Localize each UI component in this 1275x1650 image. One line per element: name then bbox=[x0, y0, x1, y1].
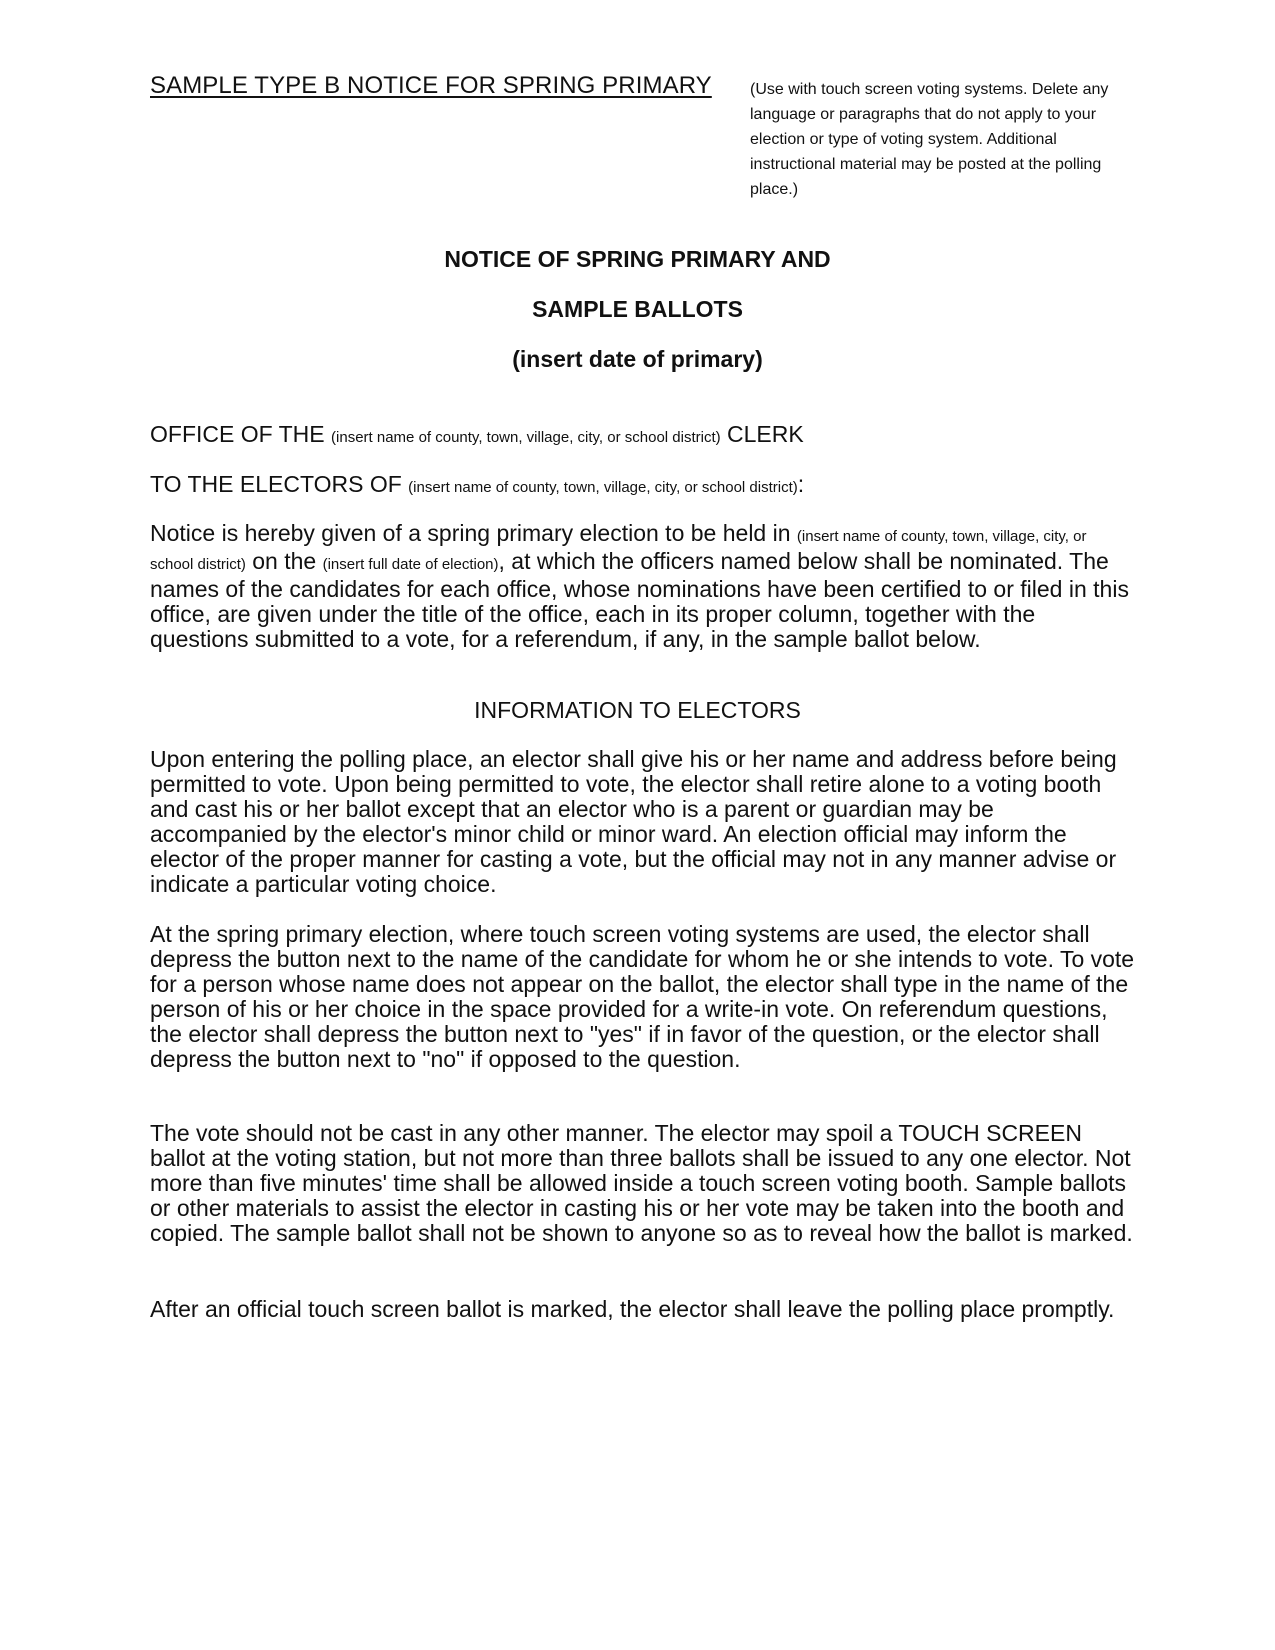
electors-line-prefix: TO THE ELECTORS OF bbox=[150, 471, 402, 497]
office-line-prefix: OFFICE OF THE bbox=[150, 421, 325, 447]
information-paragraph: Upon entering the polling place, an elector shall give his or her name and address before being permitted to vote. Upon being permitted to vote, the elector shall retire alone to a voting booth and cast his or her ballot except that an elector who is a parent or guardian may be accompanied by the elector's minor child or minor ward. An election official may inform the elector of the proper manner for casting a vote, but the official may not in any manner advise or indicate a particular voting choice. bbox=[150, 746, 1117, 897]
electors-line-suffix: : bbox=[797, 471, 805, 497]
notice-part-1: Notice is hereby given of a spring primary election to be held in bbox=[150, 520, 791, 546]
office-line-insert: (insert name of county, town, village, city, or school district) bbox=[331, 429, 721, 446]
notice-part-2: on the bbox=[252, 548, 317, 574]
notice-paragraph bbox=[150, 521, 1130, 652]
notice-part-3: , at which the officers named below shall be nominated. The names of the candidates for each office, whose nominations have been certified to or filed in this office, are given under the title of the office, each in its proper column, together with the questions submitted to a vote, for a referendum, if any, in the sample ballot below. bbox=[150, 548, 1129, 652]
document-title: SAMPLE TYPE B NOTICE FOR SPRING PRIMARY bbox=[150, 72, 712, 99]
office-line-suffix: CLERK bbox=[727, 421, 804, 447]
information-paragraph: After an official touch screen ballot is marked, the elector shall leave the polling place promptly. bbox=[150, 1296, 1115, 1322]
notice-insert-1: (insert name of county, town, village, city, or school district) bbox=[150, 528, 1087, 573]
information-heading: INFORMATION TO ELECTORS bbox=[474, 697, 801, 723]
notice-insert-2: (insert full date of election) bbox=[322, 556, 499, 573]
usage-note: (Use with touch screen voting systems. Delete any language or paragraphs that do not apply to your election or type of voting system. Additional instructional material may be posted at the polling place.) bbox=[750, 81, 1109, 198]
office-line bbox=[150, 421, 804, 448]
notice-heading-date: (insert date of primary) bbox=[512, 346, 763, 372]
electors-line bbox=[150, 471, 804, 498]
notice-heading-line-2: SAMPLE BALLOTS bbox=[532, 296, 743, 322]
electors-line-insert: (insert name of county, town, village, city, or school district) bbox=[408, 479, 798, 496]
information-paragraph: The vote should not be cast in any other manner. The elector may spoil a TOUCH SCREEN ballot at the voting station, but not more than three ballots shall be issued to any one elector. Not more than five minutes' time shall be allowed inside a touch screen voting booth. Sample ballots or other materials to assist the elector in casting his or her vote may be taken into the booth and copied. The sample ballot shall not be shown to anyone so as to reveal how the ballot is marked. bbox=[150, 1120, 1133, 1246]
notice-heading-line-1: NOTICE OF SPRING PRIMARY AND bbox=[444, 246, 831, 272]
information-paragraph: At the spring primary election, where touch screen voting systems are used, the elector shall depress the button next to the name of the candidate for whom he or she intends to vote. To vote for a person whose name does not appear on the ballot, the elector shall type in the name of the person of his or her choice in the space provided for a write-in vote. On referendum questions, the elector shall depress the button next to "yes" if in favor of the question, or the elector shall depress the button next to "no" if opposed to the question. bbox=[150, 921, 1135, 1072]
